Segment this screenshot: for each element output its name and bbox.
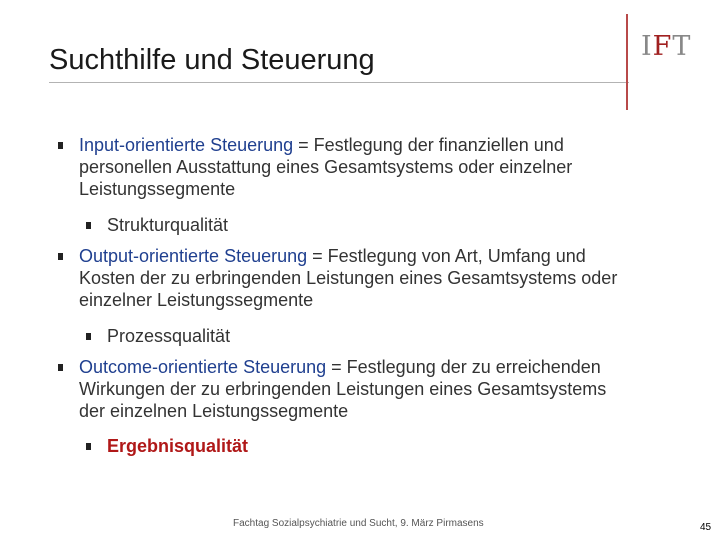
sub-bullet-marker bbox=[86, 333, 91, 340]
logo-letter-i: I bbox=[641, 31, 653, 62]
bullet-line: personellen Ausstattung eines Gesamtsystems oder einzelner bbox=[79, 157, 573, 177]
page-number: 45 bbox=[700, 522, 712, 533]
bullet-line bbox=[79, 134, 572, 156]
bullet-item-output bbox=[79, 245, 617, 311]
bullet-line bbox=[79, 245, 617, 267]
bullet-marker bbox=[58, 253, 63, 260]
sub-bullet-marker bbox=[86, 443, 91, 450]
bullet-text: = Festlegung der finanziellen und bbox=[293, 135, 564, 155]
sub-bullet-strukturqualitaet: Strukturqualität bbox=[107, 215, 229, 235]
bullet-line: Kosten der zu erbringenden Leistungen eines Gesamtsystems oder bbox=[79, 268, 618, 288]
bullet-line: Wirkungen der zu erbringenden Leistungen eines Gesamtsystems bbox=[79, 379, 607, 399]
page-title: Suchthilfe und Steuerung bbox=[49, 44, 375, 76]
footer-text: Fachtag Sozialpsychiatrie und Sucht, 9. März Pirmasens bbox=[233, 518, 484, 529]
bullet-item-input bbox=[79, 134, 572, 200]
bullet-line bbox=[79, 356, 606, 378]
bullet-marker bbox=[58, 142, 63, 149]
bullet-marker bbox=[58, 364, 63, 371]
bullet-line: Leistungssegmente bbox=[79, 179, 236, 199]
bullet-line: der einzelnen Leistungssegmente bbox=[79, 401, 349, 421]
bullet-term: Input-orientierte Steuerung bbox=[79, 135, 294, 155]
sub-bullet-marker bbox=[86, 222, 91, 229]
title-divider bbox=[49, 82, 629, 83]
bullet-text: = Festlegung der zu erreichenden bbox=[326, 357, 601, 377]
sub-bullet-prozessqualitaet: Prozessqualität bbox=[107, 326, 231, 346]
logo-letter-t: T bbox=[672, 31, 692, 62]
bullet-line: einzelner Leistungssegmente bbox=[79, 290, 314, 310]
logo-letter-f: F bbox=[652, 31, 673, 62]
ift-logo bbox=[641, 32, 691, 62]
sub-bullet-ergebnisqualitaet: Ergebnisqualität bbox=[107, 436, 249, 456]
bullet-item-outcome bbox=[79, 356, 606, 422]
logo-divider bbox=[626, 14, 628, 110]
bullet-term: Output-orientierte Steuerung bbox=[79, 246, 308, 266]
bullet-term: Outcome-orientierte Steuerung bbox=[79, 357, 327, 377]
bullet-text: = Festlegung von Art, Umfang und bbox=[307, 246, 586, 266]
